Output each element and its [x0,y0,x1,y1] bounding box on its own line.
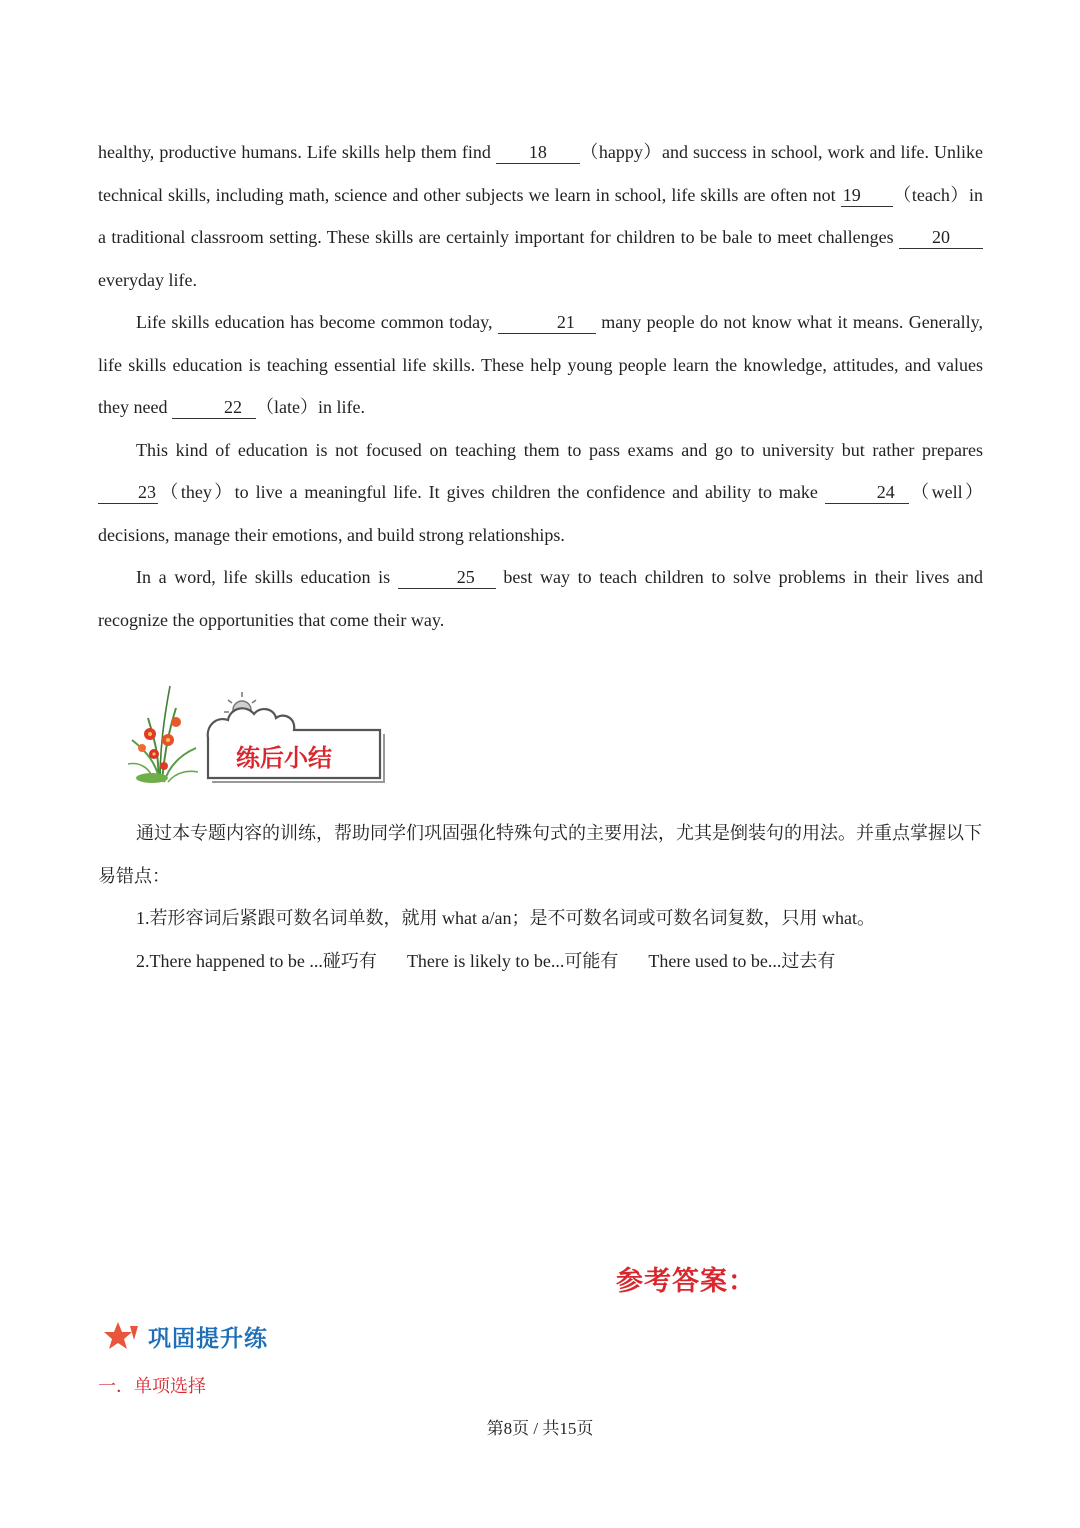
blank-21[interactable]: 21 [498,311,596,334]
hint-19: （teach） [892,184,969,205]
hint-24: （well） [908,482,983,502]
passage-paragraph-1: healthy, productive humans. Life skills help them find 18 （happy）and success in school, work and life. Unlike technical skills, including math, science and other subjects we learn in school, life skills are often not 19 （teach）in a traditional classroom setting. These skills are certainly important for children to be bale to meet challenges 20 everyday life. [98,142,984,290]
summary-item-1: 1.若形容词后紧跟可数名词单数，就用 what a/an；是不可数名词或可数名词复数，只用 what。 [136,908,875,928]
passage-paragraph-3: This kind of education is not focused on teaching them to pass exams and go to university but rather prepares 23 （they）to live a meaningful life. It gives children the confidence and ability to make 24 （well） decisions, manage their emotions, and build strong relationships. [98,439,983,545]
blank-19[interactable]: 19 [841,184,893,207]
passage-paragraph-4: In a word, life skills education is 25 best way to teach children to solve problems in their lives and recognize the opportunities that come their way. [98,567,983,630]
answer-key-title: 参考答案： [616,1266,756,1297]
blank-23[interactable]: 23 [98,481,158,504]
blank-18[interactable]: 18 [496,141,580,164]
banner-title: 练后小结 [236,744,332,772]
summary-intro: 通过本专题内容的训练，帮助同学们巩固强化特殊句式的主要用法，尤其是倒装句的用法。并重点掌握以下易错点： [98,823,982,886]
blank-25[interactable]: 25 [398,566,496,589]
flower-icon [128,686,198,783]
star-icon [104,1320,140,1352]
subsection-title: 一．单项选择 [98,1376,206,1397]
reading-passage [98,131,983,641]
flower-cloud-illustration [124,678,386,786]
summary-item-2: 2.There happened to be ...碰巧有 There is likely to be...可能有 There used to be...过去有 [136,950,836,971]
blank-24[interactable]: 24 [825,481,909,504]
section-header [104,1316,268,1356]
blank-22[interactable]: 22 [172,396,256,419]
passage-paragraph-2: Life skills education has become common today, 21 many people do not know what it means. Generally, life skills education is teaching essential life skills. These help young people learn the knowledge, attitudes, and values they need 22 （late）in life. [98,312,983,417]
hint-23: （they） [158,482,235,502]
section-title: 巩固提升练 [148,1325,268,1352]
summary-banner [124,678,386,786]
hint-22: （late） [255,397,318,417]
page-number: 第8页 / 共15页 [486,1419,594,1438]
summary-section [98,812,983,982]
hint-18: （happy） [579,142,662,162]
blank-20[interactable]: 20 [899,226,983,249]
